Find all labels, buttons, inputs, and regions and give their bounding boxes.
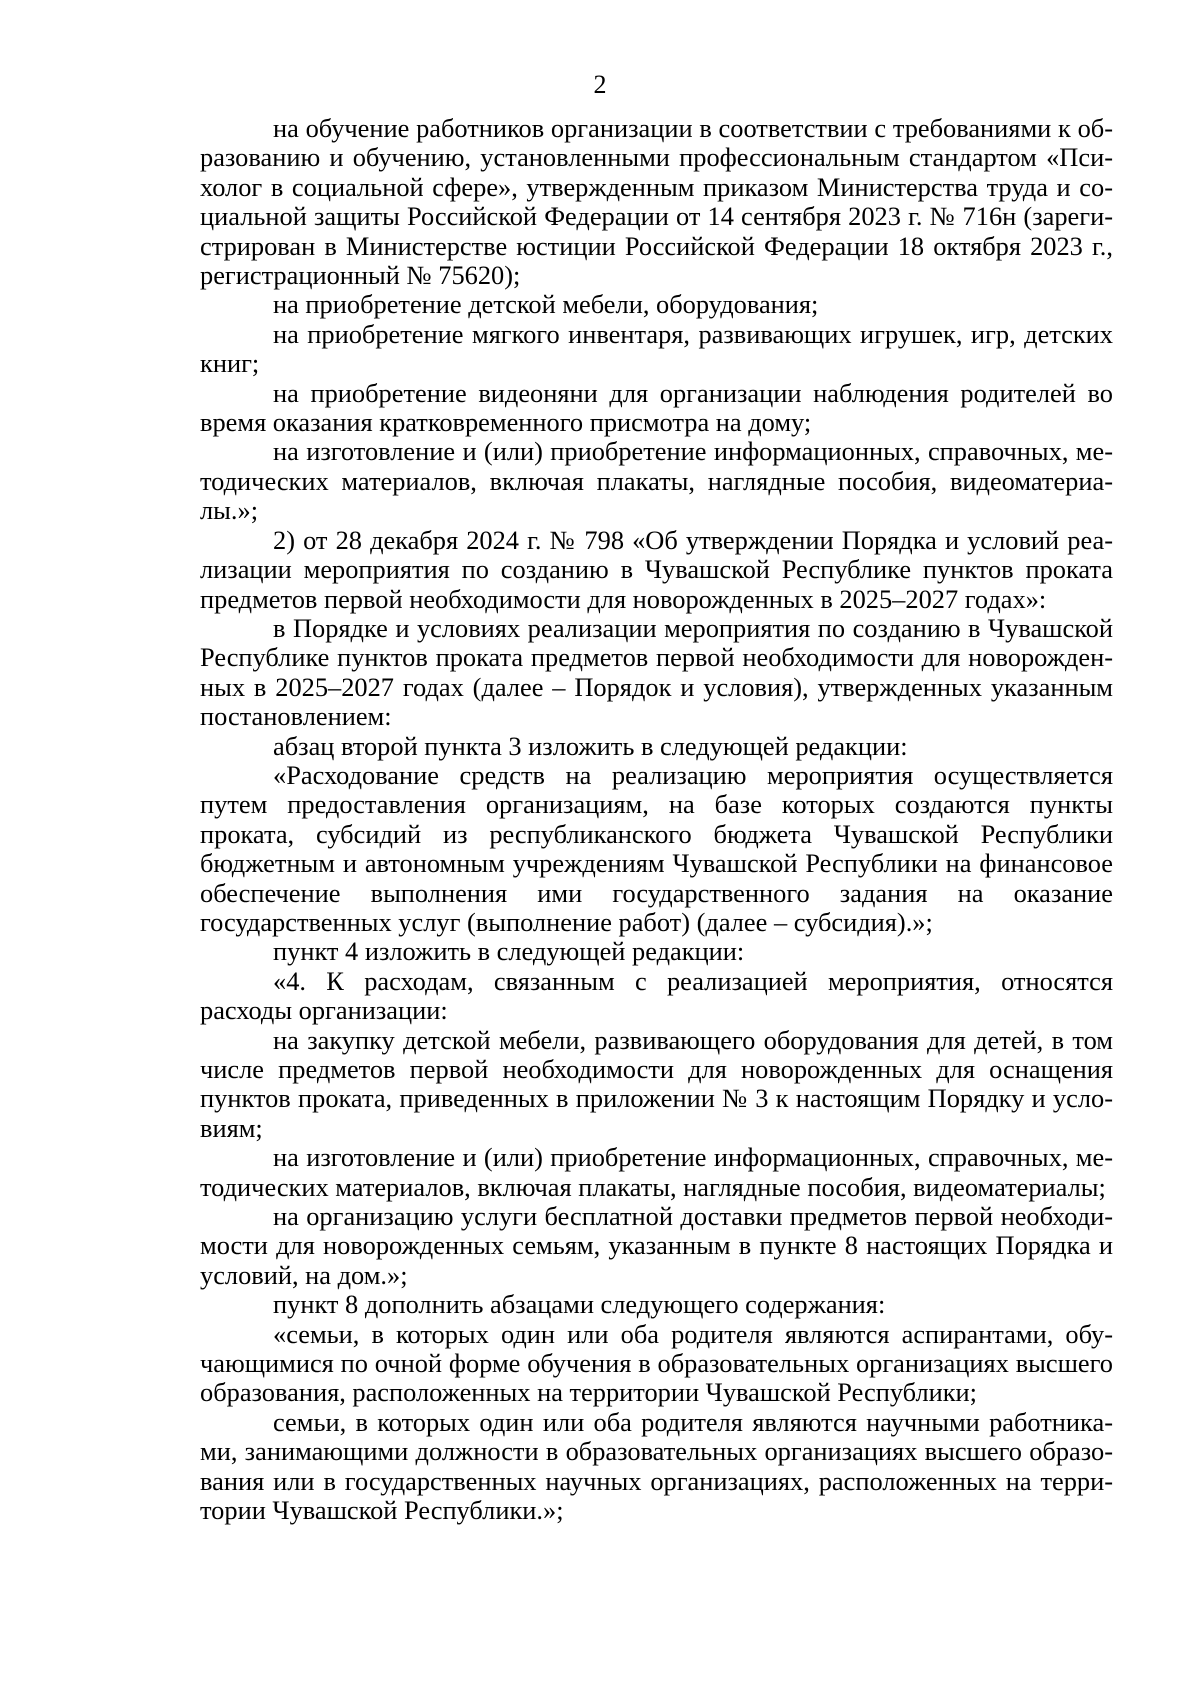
- paragraph: «4. К расходам, связанным с реализацией мероприятия, относятся расходы организации:: [200, 965, 1113, 1026]
- paragraph: пункт 4 изложить в следующей редакции:: [273, 936, 745, 967]
- paragraph: на изготовление и (или) приобретение информационных, справочных, методических материалов, включая плакаты, наглядные пособия, видеоматериалы.»;: [200, 436, 1113, 526]
- paragraph: «семьи, в которых один или оба родителя являются аспирантами, обучающимися по очной форме обучения в образовательных организациях высшего образования, расположенных на территории Чувашской Республики;: [200, 1318, 1113, 1408]
- paragraph: на закупку детской мебели, развивающего оборудования для детей, в том числе предметов первой необходимости для новорожденных для оснащения пунктов проката, приведенных в приложении № 3 к настоящим Порядку и условиям;: [200, 1024, 1113, 1143]
- document-body: [200, 114, 1113, 1526]
- paragraph: «Расходование средств на реализацию мероприятия осуществляется путем предоставления организациям, на базе которых создаются пункты проката, субсидий из республиканского бюджета Чувашской Республики бюджетным и автономным учреждениям Чувашской Республики на финансовое обеспечение выполнения ими государственного задания на оказание государственных услуг (выполнение работ) (далее – субсидия).»;: [200, 759, 1113, 937]
- page-number: 2: [593, 70, 607, 99]
- paragraph: в Порядке и условиях реализации мероприятия по созданию в Чувашской Республике пунктов проката предметов первой необходимости для новорожденных в 2025–2027 годах (далее – Порядок и условия), утвержденных указанным постановлением:: [200, 612, 1113, 732]
- paragraph: на приобретение мягкого инвентаря, развивающих игрушек, игр, детских книг;: [200, 318, 1113, 379]
- paragraph: на приобретение видеоняни для организации наблюдения родителей во время оказания кратковременного присмотра на дому;: [200, 377, 1113, 438]
- paragraph: абзац второй пункта 3 изложить в следующей редакции:: [273, 730, 908, 761]
- paragraph: на приобретение детской мебели, оборудования;: [273, 289, 819, 320]
- paragraph: на изготовление и (или) приобретение информационных, справочных, методических материалов, включая плакаты, наглядные пособия, видеоматериалы;: [200, 1142, 1113, 1202]
- paragraph: на обучение работников организации в соответствии с требованиями к образованию и обучению, установленными профессиональным стандартом «Психолог в социальной сфере», утвержденным приказом Министерства труда и социальной защиты Российской Федерации от 14 сентября 2023 г. № 716н (зарегистрирован в Министерстве юстиции Российской Федерации 18 октября 2023 г., регистрационный № 75620);: [200, 113, 1113, 291]
- paragraph: на организацию услуги бесплатной доставки предметов первой необходимости для новорожденных семьям, указанным в пункте 8 настоящих Порядка и условий, на дом.»;: [200, 1201, 1113, 1290]
- paragraph: 2) от 28 декабря 2024 г. № 798 «Об утверждении Порядка и условий реализации мероприятия по созданию в Чувашской Республике пунктов проката предметов первой необходимости для новорожденных в 2025–2027 годах»:: [200, 524, 1113, 614]
- paragraph: пункт 8 дополнить абзацами следующего содержания:: [273, 1289, 886, 1320]
- paragraph: семьи, в которых один или оба родителя являются научными работниками, занимающими должности в образовательных организациях высшего образования или в государственных научных организациях, расположенных на территории Чувашской Республики.»;: [200, 1406, 1113, 1526]
